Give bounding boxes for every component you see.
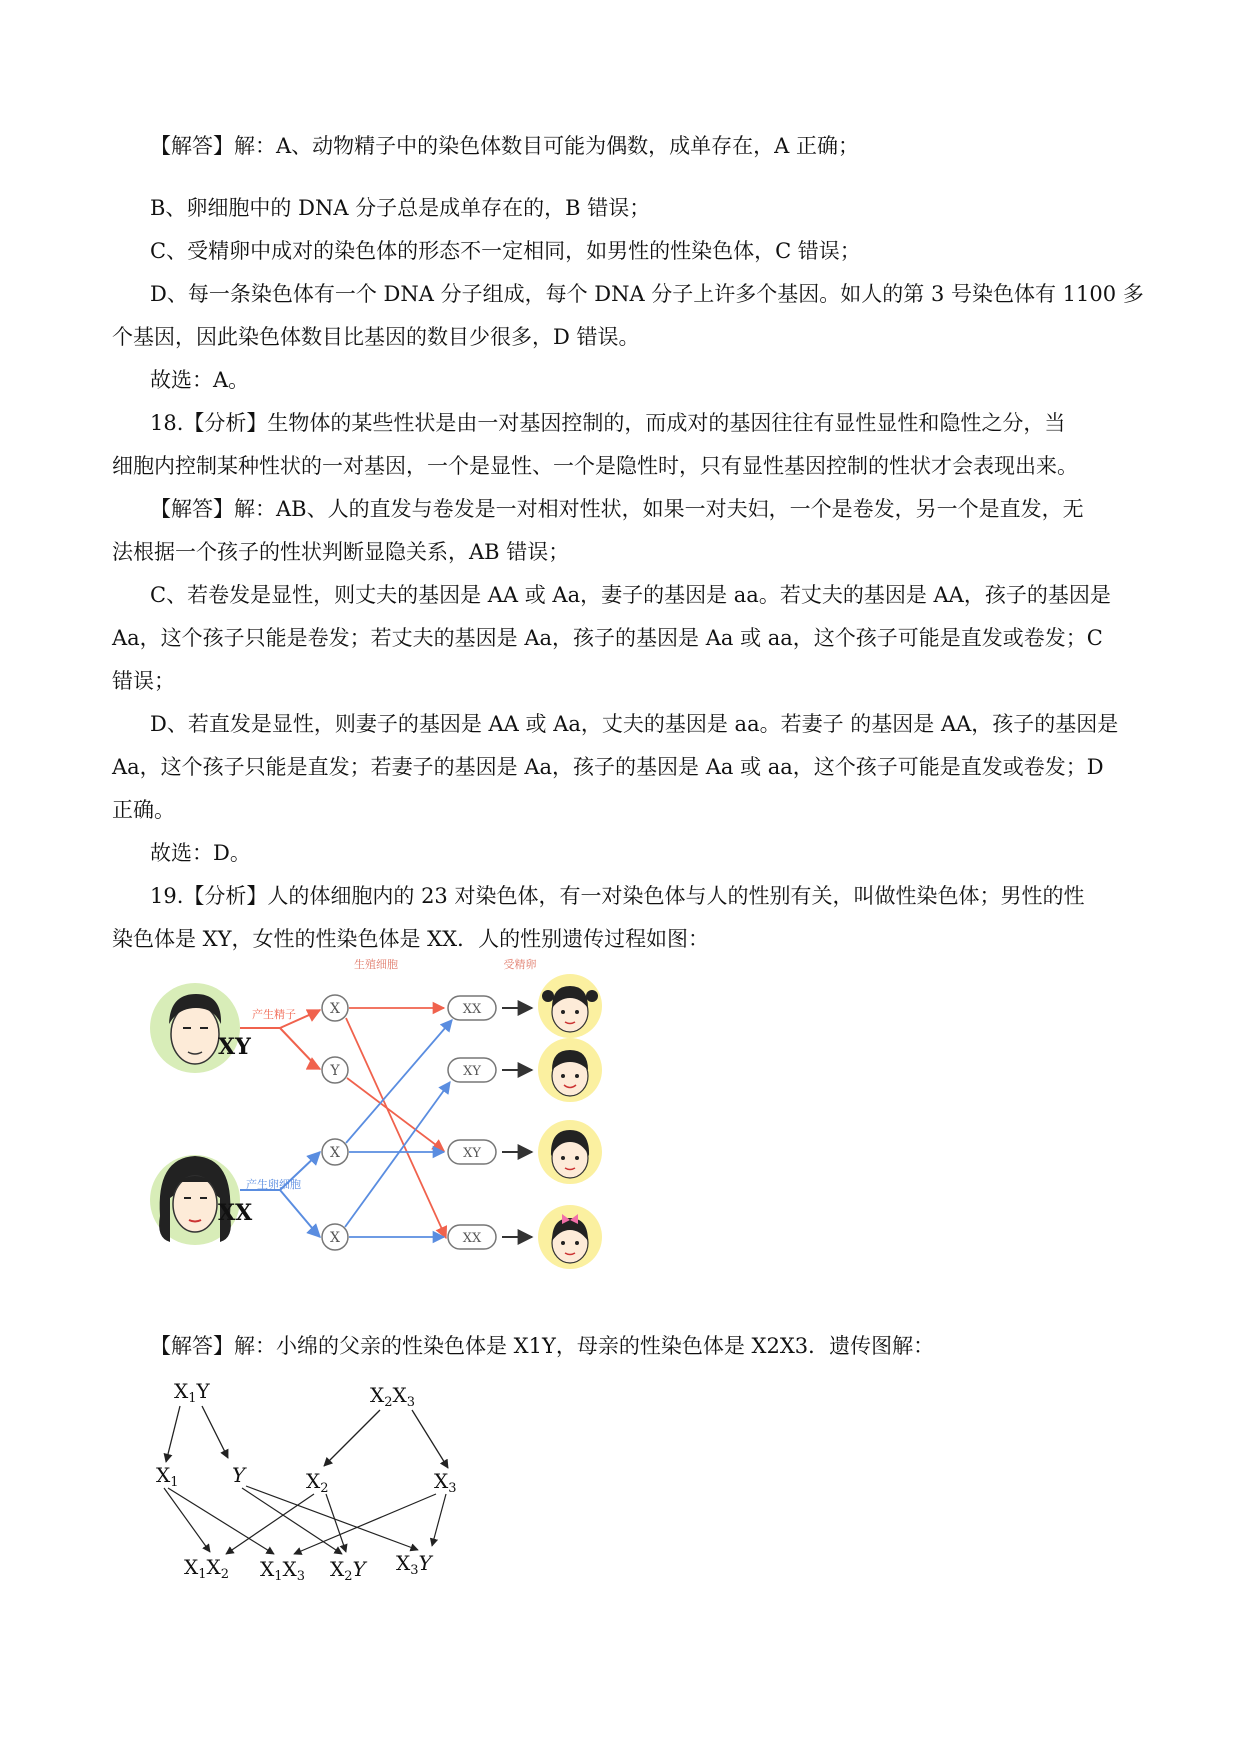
child-boy-2-avatar xyxy=(538,1120,602,1184)
germ-cell-4 xyxy=(322,1224,348,1250)
text-line: 故选：D。 xyxy=(150,841,251,865)
text-line: 19.【分析】人的体细胞内的 23 对染色体，有一对染色体与人的性别有关，叫做性染色体；男性的性 xyxy=(150,884,1085,908)
text-line: Aa，这个孩子只能是卷发；若丈夫的基因是 Aa，孩子的基因是 Aa 或 aa，这个孩子可能是直发或卷发；C xyxy=(112,626,1103,650)
child-girl-1-avatar xyxy=(538,974,602,1038)
zygote-1 xyxy=(448,996,496,1020)
sex-inheritance-figure xyxy=(150,958,690,1328)
svg-text:XY: XY xyxy=(463,1064,481,1079)
text-line: C、受精卵中成对的染色体的形态不一定相同，如男性的性染色体，C 错误； xyxy=(150,239,861,263)
germ-cell-2 xyxy=(322,1057,348,1083)
text-line: 【解答】解：A、动物精子中的染色体数目可能为偶数，成单存在，A 正确； xyxy=(150,134,860,158)
svg-text:XX: XX xyxy=(462,1231,482,1246)
zygote-3 xyxy=(448,1140,496,1164)
germ-cell-header: 生殖细胞 xyxy=(354,958,398,971)
text-line: C、若卷发是显性，则丈夫的基因是 AA 或 Aa，妻子的基因是 aa。若丈夫的基因是 AA，孩子的基因是 xyxy=(150,583,1111,607)
gamete-x1: $X_1$ xyxy=(156,1463,179,1490)
svg-text:X: X xyxy=(330,1145,340,1161)
zygote-header: 受精卵 xyxy=(503,958,537,971)
text-line: 【解答】解：AB、人的直发与卷发是一对相对性状，如果一对夫妇，一个是卷发，另一个是直发，无 xyxy=(150,497,1084,521)
gamete-x2: $X_2$ xyxy=(306,1469,329,1496)
text-line: B、卵细胞中的 DNA 分子总是成单存在的，B 错误； xyxy=(150,196,651,220)
offspring-x3y: $X_3Y$ xyxy=(396,1551,432,1578)
mother-karyotype: XX xyxy=(218,1200,253,1226)
text-line: 18.【分析】生物体的某些性状是由一对基因控制的，而成对的基因往往有显性显性和隐性之分，当 xyxy=(150,411,1066,435)
svg-text:XY: XY xyxy=(463,1146,481,1161)
text-line: Aa，这个孩子只能是直发；若妻子的基因是 Aa，孩子的基因是 Aa 或 aa，这个孩子可能是直发或卷发；D xyxy=(112,755,1104,779)
produce-egg-label: 产生卵细胞 xyxy=(246,1178,301,1191)
father-karyotype: XY xyxy=(218,1034,251,1060)
offspring-x1x3: $X_1X_3$ xyxy=(260,1557,306,1584)
text-line: D、若直发是显性，则妻子的基因是 AA 或 Aa，丈夫的基因是 aa。若妻子 的基因是 AA，孩子的基因是 xyxy=(150,712,1119,736)
text-line: D、每一条染色体有一个 DNA 分子组成，每个 DNA 分子上许多个基因。如人的第 3 号染色体有 1100 多 xyxy=(150,282,1144,306)
svg-text:X: X xyxy=(330,1001,340,1017)
germ-cell-1 xyxy=(322,995,348,1021)
genetic-cross-figure xyxy=(150,1370,490,1600)
offspring-x1x2: $X_1X_2$ xyxy=(184,1555,230,1582)
offspring-x2y: $X_2Y$ xyxy=(330,1557,366,1584)
text-line: 法根据一个孩子的性状判断显隐关系，AB 错误； xyxy=(112,540,570,564)
zygote-2 xyxy=(448,1058,496,1082)
text-line: 染色体是 XY，女性的性染色体是 XX．人的性别遗传过程如图： xyxy=(112,927,710,951)
text-line: 细胞内控制某种性状的一对基因，一个是显性、一个是隐性时，只有显性基因控制的性状才会表现出来。 xyxy=(112,454,1078,478)
text-line: 正确。 xyxy=(112,798,175,822)
gamete-y: Y xyxy=(232,1463,246,1487)
gamete-x3: $X_3$ xyxy=(434,1469,457,1496)
mother-genotype: $X_2X_3$ xyxy=(370,1383,416,1410)
svg-text:XX: XX xyxy=(462,1002,482,1017)
text-line: 故选：A。 xyxy=(150,368,250,392)
child-boy-1-avatar xyxy=(538,1038,602,1102)
germ-cell-3 xyxy=(322,1139,348,1165)
svg-text:Y: Y xyxy=(330,1063,340,1079)
child-girl-2-avatar xyxy=(538,1205,602,1269)
text-line: 错误； xyxy=(112,669,175,693)
text-line: 【解答】解：小绵的父亲的性染色体是 X1Y，母亲的性染色体是 X2X3．遗传图解： xyxy=(150,1334,935,1358)
text-line: 个基因，因此染色体数目比基因的数目少很多，D 错误。 xyxy=(112,325,640,349)
svg-text:X: X xyxy=(330,1230,340,1246)
zygote-4 xyxy=(448,1225,496,1249)
produce-sperm-label: 产生精子 xyxy=(252,1008,296,1021)
father-genotype: $X_1Y$ xyxy=(174,1379,210,1406)
